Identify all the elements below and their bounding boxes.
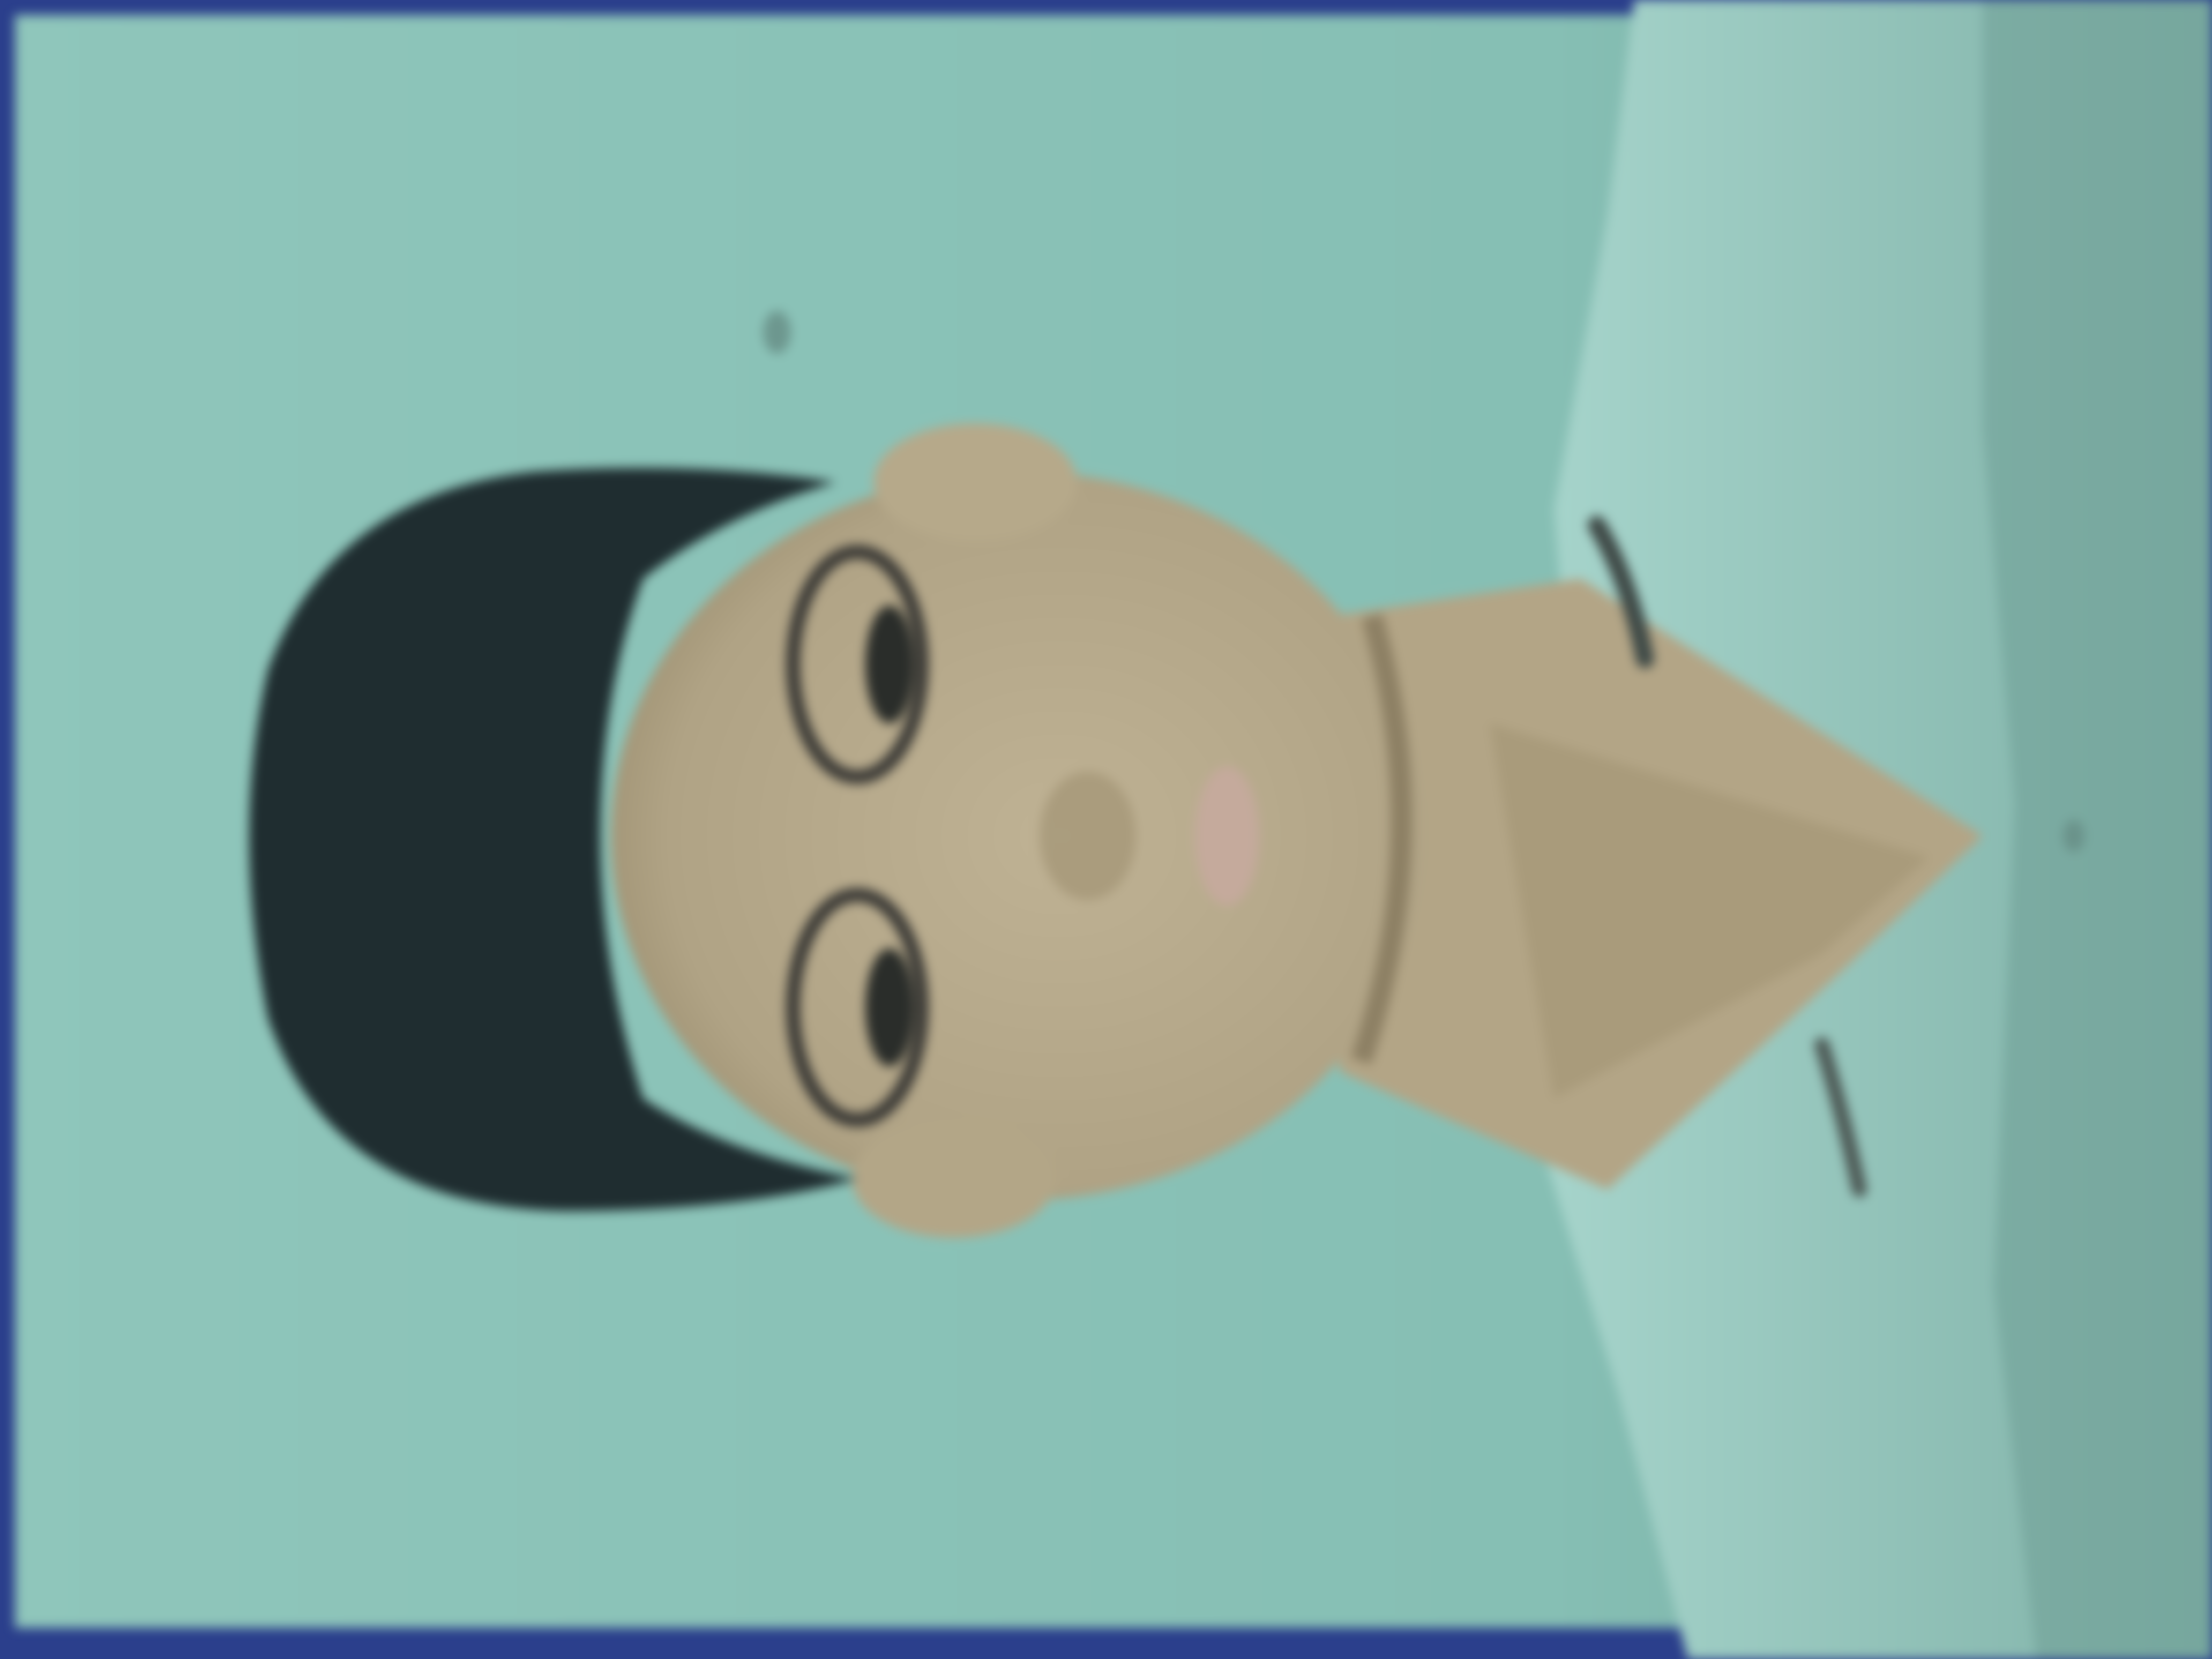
- face: [611, 472, 1425, 1200]
- ear-top: [873, 423, 1077, 541]
- ear-bottom: [852, 1120, 1056, 1238]
- mouth: [1195, 766, 1259, 906]
- eye-bottom: [865, 948, 914, 1066]
- backdrop-speck: [763, 311, 791, 354]
- eye-top: [865, 606, 914, 723]
- shirt-shadow: [1983, 0, 2212, 1659]
- nose: [1040, 772, 1136, 900]
- backdrop-speck: [2063, 820, 2084, 852]
